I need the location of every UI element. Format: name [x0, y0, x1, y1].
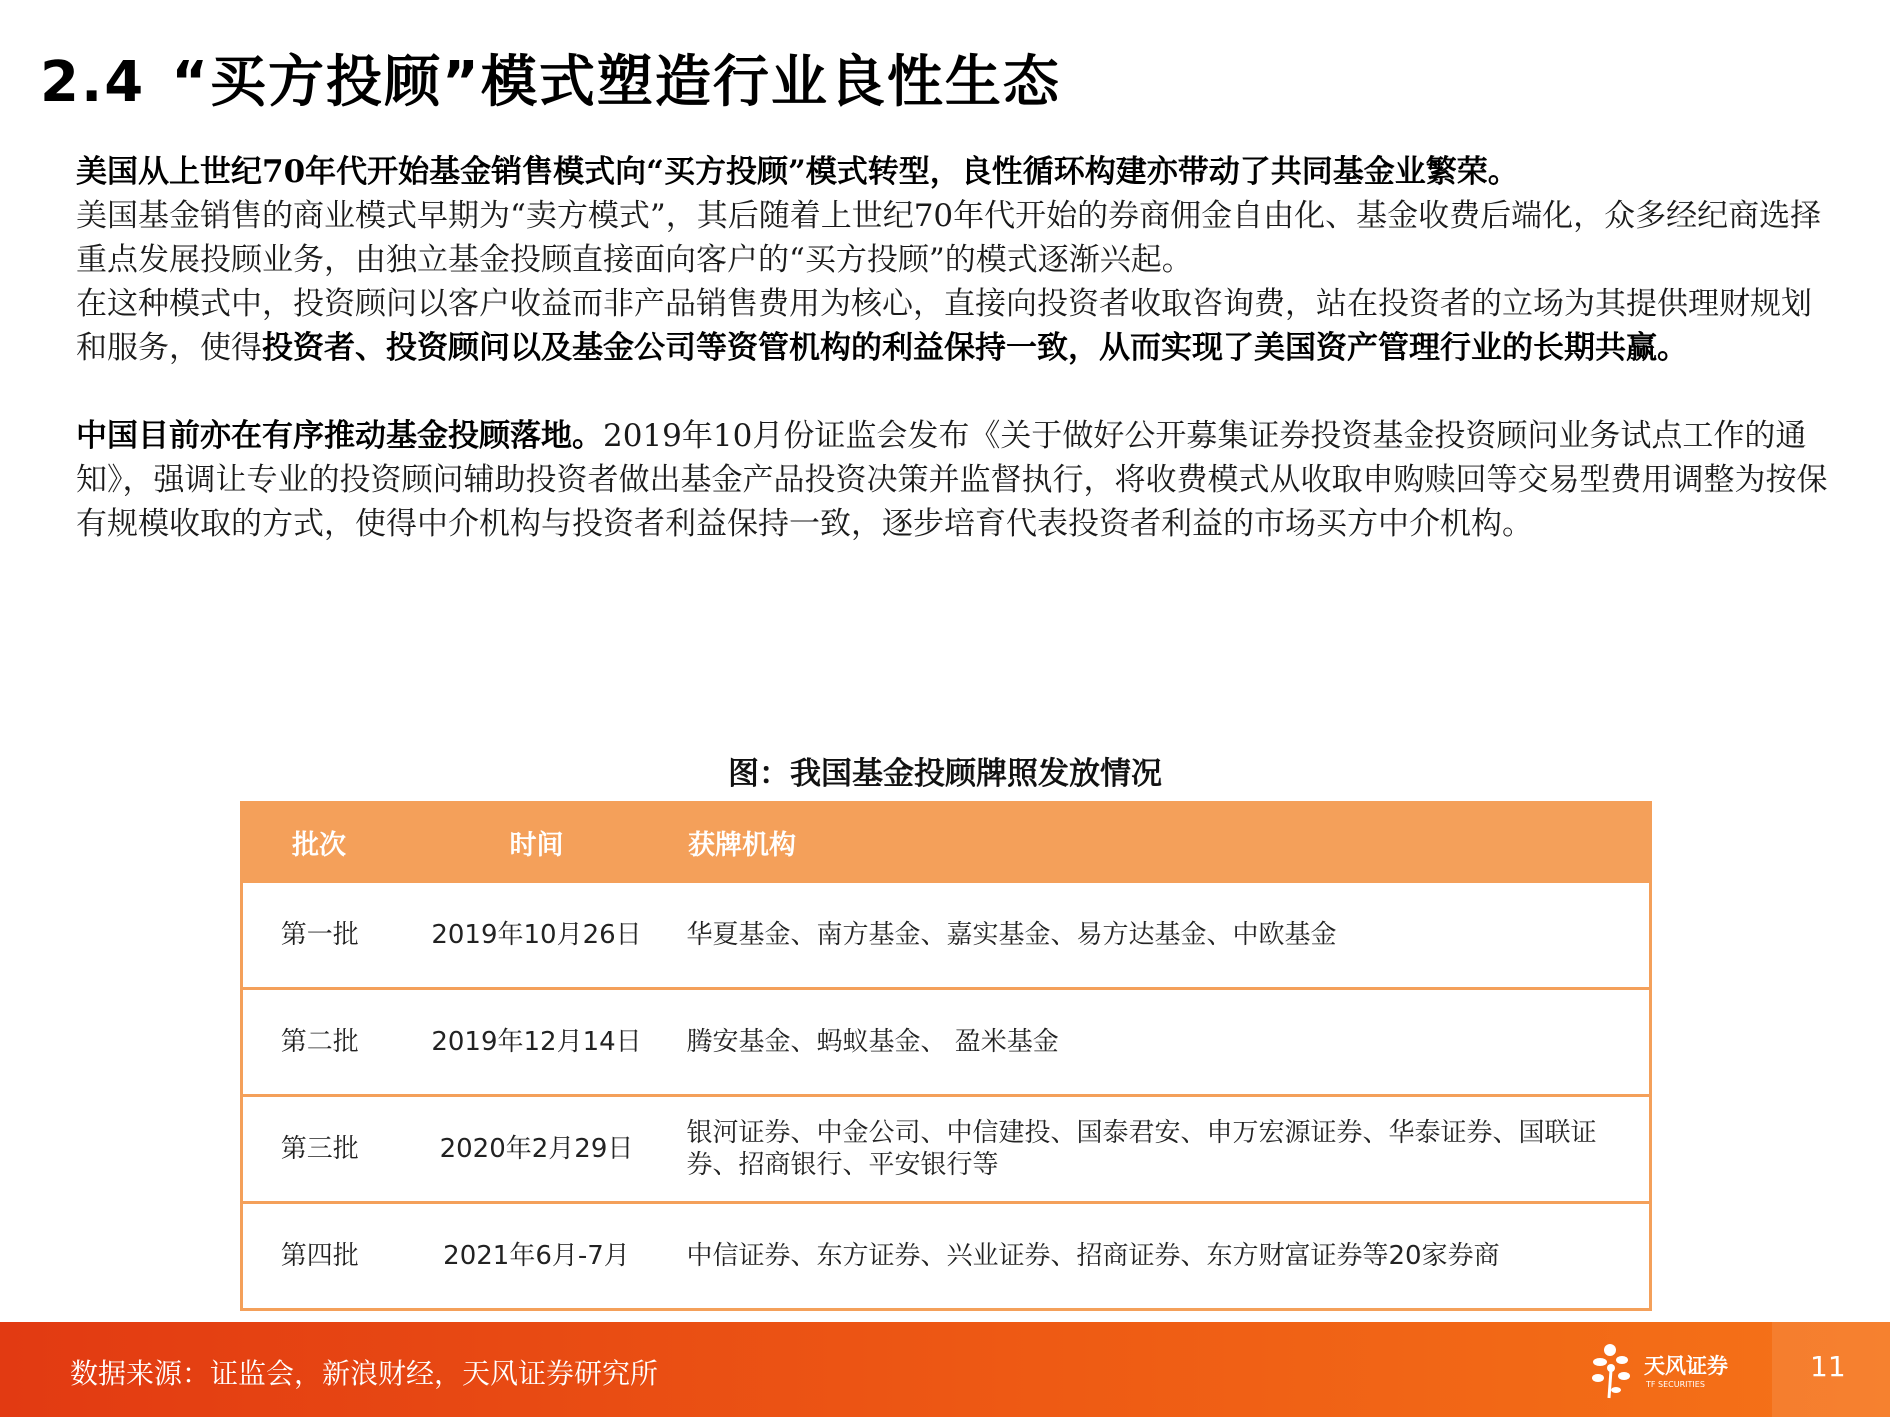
- section-title: “买方投顾”模式塑造行业良性生态: [171, 50, 1061, 115]
- institutions-cell: 银河证券、中金公司、中信建投、国泰君安、申万宏源证券、华泰证券、国联证券、招商银行、平安银行等: [677, 1096, 1651, 1203]
- table-row: [242, 882, 1651, 989]
- page-title: [40, 38, 1061, 118]
- advisor-model-text: 在这种模式中，投资顾问以客户收益而非产品销售费用为核心，直接向投资者收取咨询费，站在投资者的立场为其提供理财规划和服务，使得: [76, 286, 1812, 366]
- footer-bar: [0, 1322, 1890, 1417]
- institutions-cell: 华夏基金、南方基金、嘉实基金、易方达基金、中欧基金: [677, 882, 1651, 989]
- company-logo: [1592, 1340, 1728, 1402]
- table-header-row: [242, 803, 1651, 882]
- us-lead-bold: 美国从上世纪70年代开始基金销售模式向“买方投顾”模式转型，良性循环构建亦带动了共同基金业繁荣。: [76, 154, 1519, 190]
- batch-cell: 第二批: [242, 989, 397, 1096]
- advisor-model-bold: 投资者、投资顾问以及基金公司等资管机构的利益保持一致，从而实现了美国资产管理行业的长期共赢。: [262, 330, 1688, 366]
- body-text: [76, 150, 1836, 546]
- paragraph-us-lead: [76, 150, 1836, 194]
- paragraph-gap: [76, 370, 1836, 414]
- header-batch: 批次: [242, 803, 397, 882]
- batch-cell: 第四批: [242, 1203, 397, 1310]
- institutions-cell: 腾安基金、蚂蚁基金、 盈米基金: [677, 989, 1651, 1096]
- china-body-text: 2019年10月份证监会发布《关于做好公开募集证券投资基金投资顾问业务试点工作的通知》，强调让专业的投资顾问辅助投资者做出基金产品投资决策并监督执行，将收费模式从收取申购赎回等交易型费用调整为按保有规模收取的方式，使得中介机构与投资者利益保持一致，逐步培育代表投资者利益的市场买方中介机构。: [76, 418, 1828, 542]
- paragraph-advisor-model: [76, 282, 1836, 370]
- page-number: 11: [1810, 1350, 1846, 1383]
- time-cell: 2019年10月26日: [397, 882, 677, 989]
- china-lead-bold: 中国目前亦在有序推动基金投顾落地。: [76, 418, 603, 454]
- time-cell: 2020年2月29日: [397, 1096, 677, 1203]
- batch-cell: 第一批: [242, 882, 397, 989]
- header-institutions: 获牌机构: [677, 803, 1651, 882]
- paragraph-china: [76, 414, 1836, 546]
- batch-cell: 第三批: [242, 1096, 397, 1203]
- figure-caption: 图：我国基金投顾牌照发放情况: [728, 756, 1162, 792]
- license-table: [240, 801, 1652, 1311]
- time-cell: 2021年6月-7月: [397, 1203, 677, 1310]
- header-time: 时间: [397, 803, 677, 882]
- paragraph-us-body: 美国基金销售的商业模式早期为“卖方模式”，其后随着上世纪70年代开始的券商佣金自由化、基金收费后端化，众多经纪商选择重点发展投顾业务，由独立基金投顾直接面向客户的“买方投顾”的模式逐渐兴起。: [76, 198, 1822, 278]
- table-row: [242, 1096, 1651, 1203]
- logo-text-en: TF SECURITIES: [1646, 1380, 1705, 1389]
- institutions-cell: 中信证券、东方证券、兴业证券、招商证券、东方财富证券等20家券商: [677, 1203, 1651, 1310]
- table-row: [242, 1203, 1651, 1310]
- data-source: 数据来源：证监会，新浪财经，天风证券研究所: [70, 1357, 659, 1390]
- table-row: [242, 989, 1651, 1096]
- time-cell: 2019年12月14日: [397, 989, 677, 1096]
- section-number: 2.4: [40, 50, 146, 115]
- logo-text-cn: 天风证券: [1644, 1354, 1728, 1378]
- flower-logo-icon: [1592, 1340, 1642, 1400]
